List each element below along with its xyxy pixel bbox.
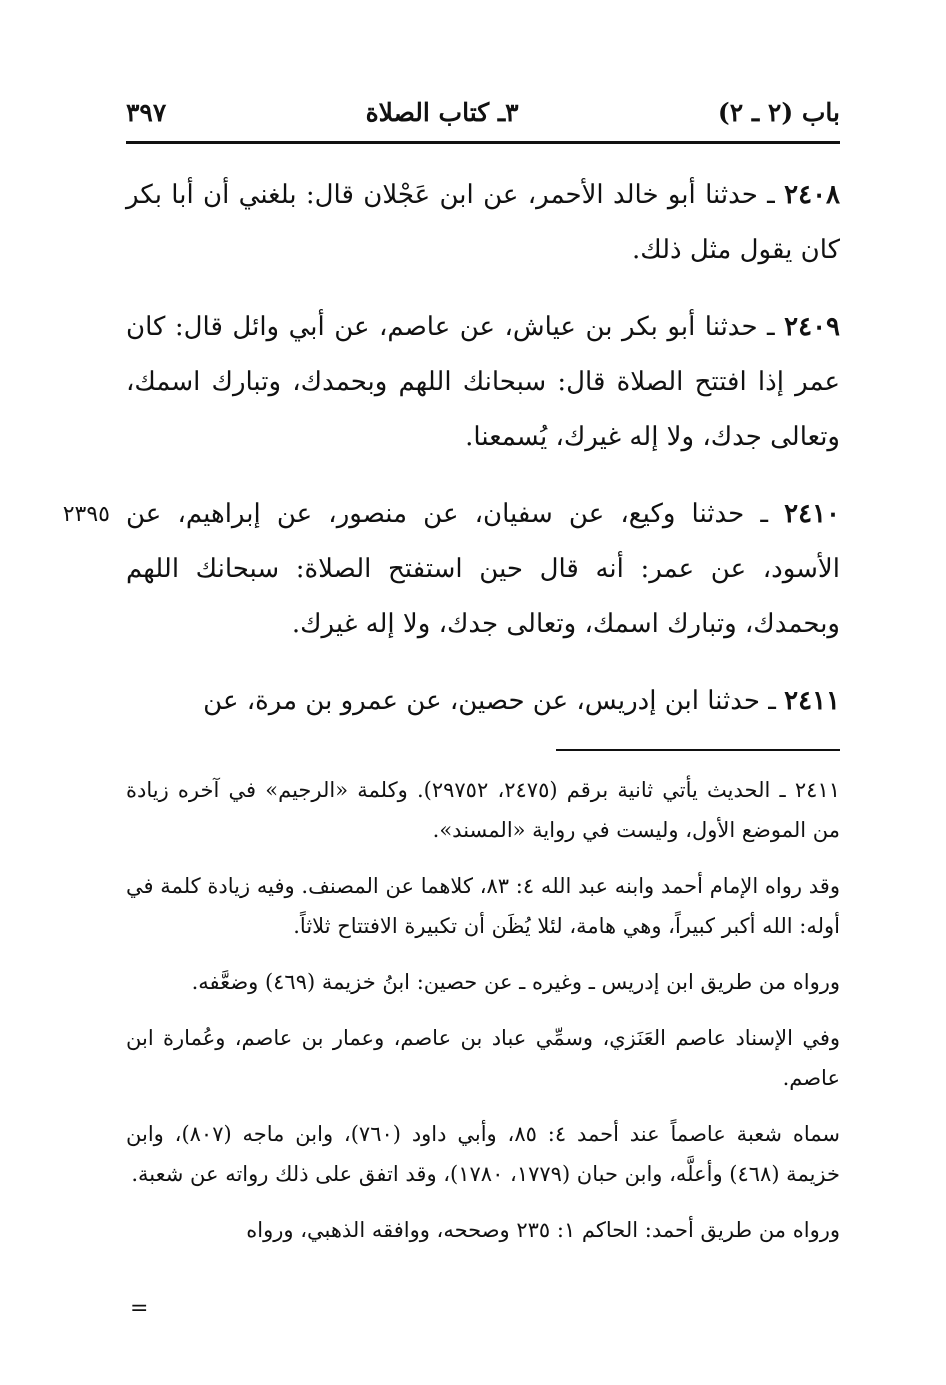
book-title: ٣ـ كتاب الصلاة (365, 97, 519, 127)
continuation-mark: = (130, 1296, 149, 1321)
hadith-paragraph (62, 487, 840, 652)
hadith-text: ـ حدثنا ابن إدريس، عن حصين، عن عمرو بن مرة، عن (203, 686, 785, 716)
hadith-number: ٢٤٠٨ (784, 180, 840, 210)
hadith-text: ـ حدثنا أبو خالد الأحمر، عن ابن عَجْلان قال: بلغني أن أبا بكر كان يقول مثل ذلك. (126, 180, 840, 265)
footnotes (126, 770, 840, 1266)
hadith-paragraph (126, 168, 840, 278)
footnote: ورواه من طريق أحمد: الحاكم ١: ٢٣٥ وصححه، ووافقه الذهبي، ورواه (246, 1218, 840, 1242)
header-divider (126, 141, 840, 144)
footnote: ورواه من طريق ابن إدريس ـ وغيره ـ عن حصين: ابنُ خزيمة (٤٦٩) وضعَّفه. (191, 970, 840, 994)
side-number: ٢٣٩٥ (62, 502, 110, 527)
main-text (62, 168, 840, 751)
page-number: ٣٩٧ (126, 97, 167, 127)
footnote: وفي الإسناد عاصم العَنَزي، وسمِّي عباد بن عاصم، وعمار بن عاصم، وعُمارة ابن عاصم. (126, 1026, 840, 1090)
hadith-text: ـ حدثنا أبو بكر بن عياش، عن عاصم، عن أبي وائل قال: كان عمر إذا افتتح الصلاة قال: سبحانك اللهم وبحمدك، وتبارك اسمك، وتعالى جدك، ولا إله غيرك، يُسمعنا. (126, 312, 840, 452)
chapter-title: باب (٢ ـ ٢) (717, 97, 840, 127)
footnote: سماه شعبة عاصماً عند أحمد ٤: ٨٥، وأبي داود (٧٦٠)، وابن ماجه (٨٠٧)، وابن خزيمة (٤٦٨) وأعلَّه، وابن حبان (١٧٧٩، ١٧٨٠)، وقد اتفق على ذلك رواته عن شعبة. (126, 1122, 841, 1186)
hadith-number: ٢٤١١ (784, 686, 840, 716)
hadith-text: ـ حدثنا وكيع، عن سفيان، عن منصور، عن إبراهيم، عن الأسود، عن عمر: أنه قال حين استفتح الصلاة: سبحانك اللهم وبحمدك، وتبارك اسمك، وتعالى جدك، ولا إله غيرك. (126, 499, 840, 639)
footnote: ٢٤١١ ـ الحديث يأتي ثانية برقم (٢٤٧٥، ٢٩٧٥٢). وكلمة «الرجيم» في آخره زيادة من الموضع الأول، وليست في رواية «المسند». (126, 778, 841, 842)
hadith-paragraph (126, 300, 840, 465)
hadith-paragraph (126, 674, 840, 729)
hadith-number: ٢٤١٠ (784, 499, 840, 529)
footnote: وقد رواه الإمام أحمد وابنه عبد الله ٤: ٨٣، كلاهما عن المصنف. وفيه زيادة كلمة في أوله: الله أكبر كبيراً، وهي هامة، لئلا يُظَن أن تكبيرة الافتتاح ثلاثاً. (126, 874, 840, 938)
footnote-divider (556, 749, 840, 751)
hadith-number: ٢٤٠٩ (784, 312, 840, 342)
running-header (126, 92, 840, 132)
